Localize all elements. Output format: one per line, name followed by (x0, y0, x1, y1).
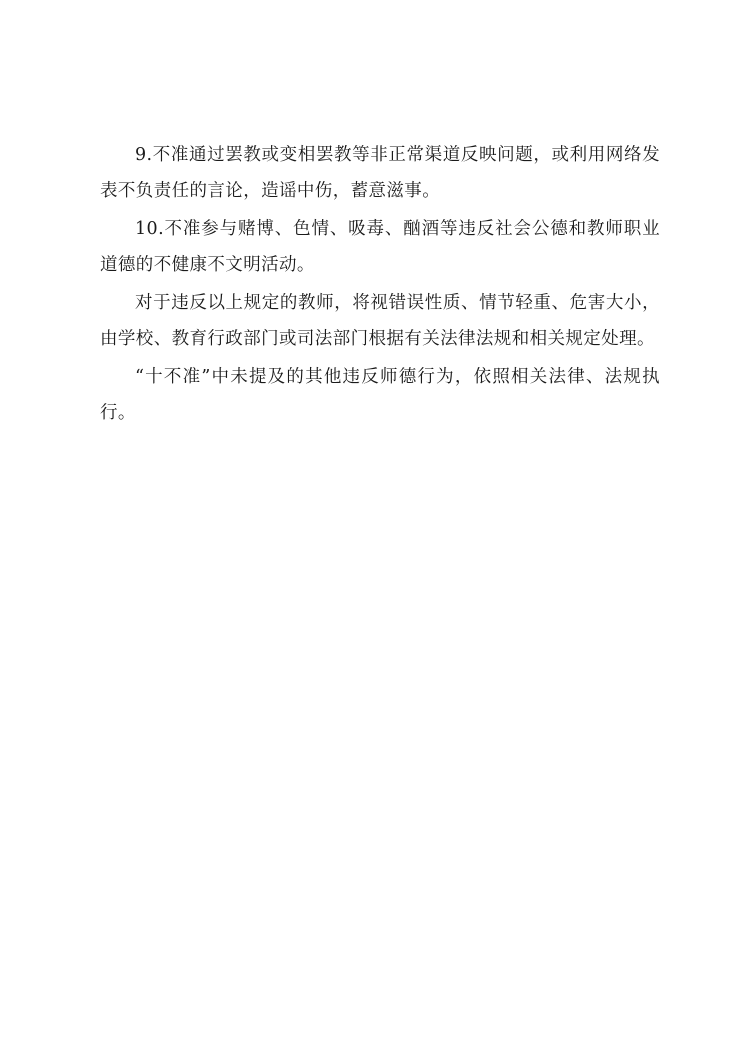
paragraph-violation-handling: 对于违反以上规定的教师，将视错误性质、情节轻重、危害大小，由学校、教育行政部门或司法部门根据有关法律法规和相关规定处理。 (100, 293, 660, 349)
paragraph-rule-9: 9.不准通过罢教或变相罢教等非正常渠道反映问题，或利用网络发表不负责任的言论，造谣中伤，蓄意滋事。 (100, 145, 660, 201)
document-body (100, 137, 660, 433)
paragraph-other-violations: “十不准”中未提及的其他违反师德行为，依照相关法律、法规执行。 (100, 367, 660, 423)
paragraph-rule-10: 10.不准参与赌博、色情、吸毒、酗酒等违反社会公德和教师职业道德的不健康不文明活动。 (100, 219, 660, 275)
